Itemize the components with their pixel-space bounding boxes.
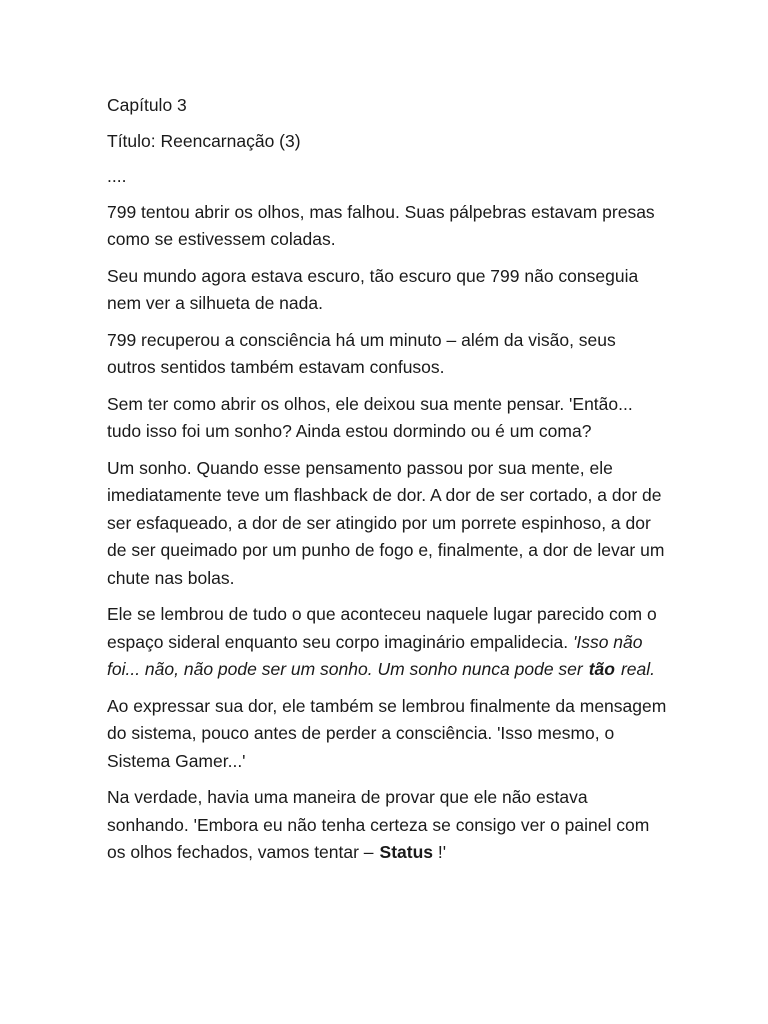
paragraph-8-bold-word: Status xyxy=(379,842,434,862)
separator: .... xyxy=(107,166,127,186)
paragraph-6-italic-a: 'Isso não foi... não, não pode ser um sonho. Um sonho nunca pode ser xyxy=(107,631,643,679)
paragraph-6-bold-word: tão xyxy=(588,659,615,679)
paragraph-8-tail: !' xyxy=(437,842,447,862)
paragraph-6 xyxy=(107,601,667,684)
paragraph-6-text: Ele se lembrou de tudo o que aconteceu naquele lugar parecido com o espaço sideral enquanto seu corpo imaginário empalidecia. xyxy=(107,604,657,652)
paragraph-2: Seu mundo agora estava escuro, tão escuro que 799 não conseguia nem ver a silhueta de nada. xyxy=(107,265,639,313)
chapter-heading: Capítulo 3 xyxy=(107,95,187,115)
paragraph-3: 799 recuperou a consciência há um minuto – além da visão, seus outros sentidos também estavam confusos. xyxy=(107,329,616,377)
paragraph-8 xyxy=(107,784,667,867)
paragraph-5: Um sonho. Quando esse pensamento passou por sua mente, ele imediatamente teve um flashback de dor. A dor de ser cortado, a dor de ser esfaqueado, a dor de ser atingido por um porrete espinhoso, a dor de ser queimado por um punho de fogo e, finalmente, a dor de levar um chute nas bolas. xyxy=(107,457,665,588)
paragraph-6-italic-b: real. xyxy=(620,659,656,679)
paragraph-7: Ao expressar sua dor, ele também se lembrou finalmente da mensagem do sistema, pouco antes de perder a consciência. 'Isso mesmo, o Sistema Gamer...' xyxy=(107,695,667,771)
paragraph-1: 799 tentou abrir os olhos, mas falhou. Suas pálpebras estavam presas como se estivessem coladas. xyxy=(107,201,655,249)
paragraph-8-text: Na verdade, havia uma maneira de provar que ele não estava sonhando. 'Embora eu não tenha certeza se consigo ver o painel com os olhos fechados, vamos tentar – xyxy=(107,787,650,862)
document-page xyxy=(107,92,667,876)
chapter-title: Título: Reencarnação (3) xyxy=(107,130,301,151)
paragraph-4: Sem ter como abrir os olhos, ele deixou sua mente pensar. 'Então... tudo isso foi um sonho? Ainda estou dormindo ou é um coma? xyxy=(107,393,633,441)
